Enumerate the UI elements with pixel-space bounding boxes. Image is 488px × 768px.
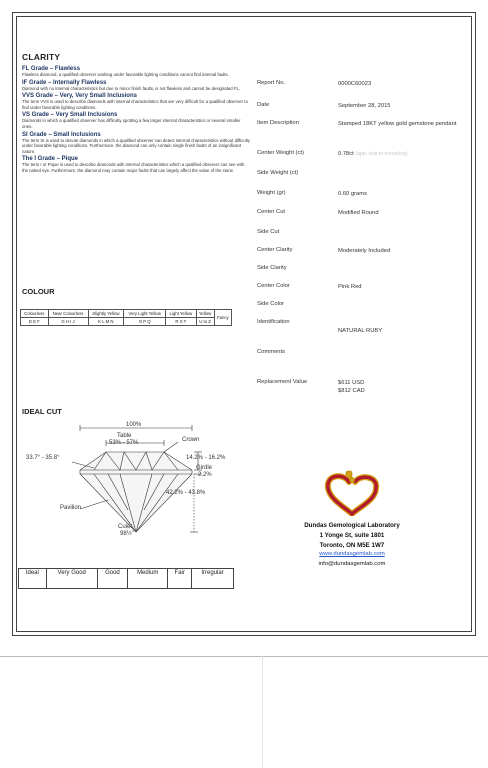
colour-grade-row: [21, 318, 232, 326]
pendant-photo: [322, 470, 382, 516]
grade-si-title: SI Grade – Small Inclusions: [22, 131, 101, 138]
colour-header-row: [21, 310, 232, 318]
side-clarity-value: [338, 265, 467, 283]
center-weight-note: (app. due to mounting): [355, 151, 408, 157]
report-row: [257, 150, 467, 170]
cut-grade-cell: Good: [97, 569, 127, 589]
diagram-crown-label: Crown: [182, 437, 200, 443]
colour-grade-cell: D E F: [21, 318, 49, 326]
replacement-value-usd: $611 USD: [338, 380, 365, 386]
report-row: [257, 190, 467, 209]
report-row: [257, 229, 467, 247]
cut-grade-row: [19, 569, 234, 589]
diagram-pavilion-depth: 42.2% - 43.8%: [166, 490, 206, 496]
page-divider-vertical: [262, 656, 263, 768]
report-row: [257, 349, 467, 379]
report-no-label: Report No.: [257, 80, 286, 86]
colour-header-cell: Near Colourless: [48, 310, 88, 318]
side-color-label: Side Color: [257, 301, 285, 307]
page-separator: [0, 656, 488, 657]
center-clarity-value: Moderately Included: [338, 248, 391, 254]
diagram-table-value: 53% - 57%: [109, 440, 139, 446]
grade-vvs-title: VVS Grade – Very, Very Small Inclusions: [22, 93, 137, 100]
grade-si-desc: The term SI is used to denote diamonds in which a qualified observer can detect internal characteristics without difficulty under favorable lighting conditions. Furthermore, the diamond can only contain single finish faults of an insignificant nature.: [22, 137, 251, 154]
lab-website-link[interactable]: www.dundasgemlab.com: [319, 551, 385, 558]
report-row: [257, 120, 467, 150]
diagram-girdle-name: Girdle: [196, 465, 213, 471]
diagram-width-label: 100%: [126, 422, 142, 428]
cut-grade-cell: Fair: [168, 569, 192, 589]
report-row: [257, 247, 467, 265]
grade-vvs-desc: The term VVS is used to describe diamonds with internal characteristics that are very difficult for a qualified observer to find under favorable lighting conditions.: [22, 99, 248, 110]
report-row: [257, 209, 467, 229]
item-description-label: Item Description: [257, 120, 299, 126]
colour-grade-cell: U to Z: [196, 318, 214, 326]
center-color-label: Center Color: [257, 283, 290, 289]
grade-i-desc: The term I or Pique is used to describe diamonds with internal characteristics which a qualified observer can see with the naked eye. Furthermore, the diamond may contain major faults that can largely affect the value of the stone.: [22, 162, 245, 173]
replacement-value-wrap: [338, 379, 467, 395]
colour-header-cell: Light Yellow: [166, 310, 196, 318]
weight-value: 0.60 grams: [338, 191, 367, 197]
colour-header-cell-fancy: Fancy: [214, 310, 231, 326]
item-description-value: Stamped 18KT yellow gold gemstone pendant: [338, 121, 457, 127]
cut-grade-table: [18, 568, 234, 589]
side-cut-label: Side Cut: [257, 229, 280, 235]
report-no-value: 0000C60023: [338, 81, 372, 87]
date-value: September 28, 2015: [338, 103, 391, 109]
report-row: [257, 319, 467, 349]
diagram-culet-value: 98½": [120, 531, 134, 537]
weight-label: Weight (gr): [257, 190, 286, 196]
colour-header-cell: Yellow: [196, 310, 214, 318]
side-clarity-label: Side Clarity: [257, 265, 287, 271]
center-color-value: Pink Red: [338, 284, 362, 290]
lab-address-line1: 1 Yonge St, suite 1801: [319, 531, 385, 539]
report-row: [257, 80, 467, 102]
center-weight-value-wrap: [338, 150, 467, 170]
report-details: [257, 80, 467, 395]
report-row: [257, 265, 467, 283]
colour-header-cell: Very Light Yellow: [124, 310, 166, 318]
colour-scale-table: [20, 309, 232, 326]
grade-if-title: IF Grade – Internally Flawless: [22, 79, 107, 86]
cut-grade-cell: Irregular: [192, 569, 234, 589]
colour-grade-cell: R S T: [166, 318, 196, 326]
colour-grade-cell: O P Q: [124, 318, 166, 326]
identification-value: NATURAL RUBY: [338, 328, 383, 334]
replacement-value-cad: $812 CAD: [338, 388, 365, 394]
grade-fl-desc: Flawless diamond, a qualified observer working under favorable lighting conditions cannot find internal faults.: [22, 72, 229, 77]
colour-grade-cell: G H I J: [48, 318, 88, 326]
clarity-heading: CLARITY: [22, 52, 61, 62]
ideal-cut-heading: IDEAL CUT: [22, 407, 62, 416]
grade-fl-title: FL Grade – Flawless: [22, 66, 80, 72]
report-row: [257, 301, 467, 319]
report-row: [257, 170, 467, 190]
diagram-girdle-value: 2.2%: [198, 472, 212, 478]
grade-vs-desc: Diamonds in which a qualified observer has difficulty spotting a few larger internal characteristics or several smaller ones.: [22, 118, 241, 129]
comments-label: Comments: [257, 349, 286, 355]
center-weight-label: Center Weight (ct): [257, 150, 304, 156]
clarity-section: [22, 52, 250, 175]
cut-grade-cell: Medium: [128, 569, 168, 589]
report-row: [257, 102, 467, 120]
lab-email[interactable]: info@dundasgemlab.com: [318, 561, 386, 568]
side-weight-value: [338, 170, 467, 190]
date-label: Date: [257, 102, 270, 108]
grade-i-title: The I Grade – Pique: [22, 156, 79, 163]
comments-value: [338, 349, 467, 379]
center-clarity-label: Center Clarity: [257, 247, 293, 253]
colour-heading: COLOUR: [22, 287, 55, 296]
diagram-culet-name: Culet: [118, 524, 133, 530]
diagram-crown-height: 14.2% - 16.2%: [186, 455, 226, 461]
identification-label: Identification: [257, 319, 290, 325]
center-weight-value: 0.78ct: [338, 151, 354, 157]
side-weight-label: Side Weight (ct): [257, 170, 299, 176]
report-row: [257, 283, 467, 301]
diagram-pavilion-label: Pavilion: [60, 505, 82, 511]
center-cut-label: Center Cut: [257, 209, 286, 215]
diagram-table-name: Table: [117, 433, 132, 439]
replacement-value-label: Replacement Value: [257, 379, 308, 385]
diagram-crown-angle: 33.7° - 35.8°: [26, 455, 60, 461]
lab-name: Dundas Gemological Laboratory: [304, 522, 400, 529]
grade-if-desc: Diamond with no internal characteristics but due to minor finish faults, is not flawless and cannot be designated FL.: [22, 85, 241, 91]
report-row: [257, 379, 467, 395]
cut-grade-cell: Very Good: [46, 569, 97, 589]
center-cut-value: Modified Round: [338, 210, 379, 216]
colour-grade-cell: K L M N: [88, 318, 124, 326]
lab-address-line2: Toronto, ON M5E 1W7: [319, 541, 385, 549]
colour-header-cell: Colourless: [21, 310, 49, 318]
cut-grade-cell: Ideal: [19, 569, 47, 589]
side-cut-value: [338, 229, 467, 247]
colour-header-cell: Slightly Yellow: [88, 310, 124, 318]
side-color-value: [338, 301, 467, 319]
grade-vs-title: VS Grade – Very Small Inclusions: [22, 112, 118, 119]
lab-contact: [262, 521, 442, 570]
